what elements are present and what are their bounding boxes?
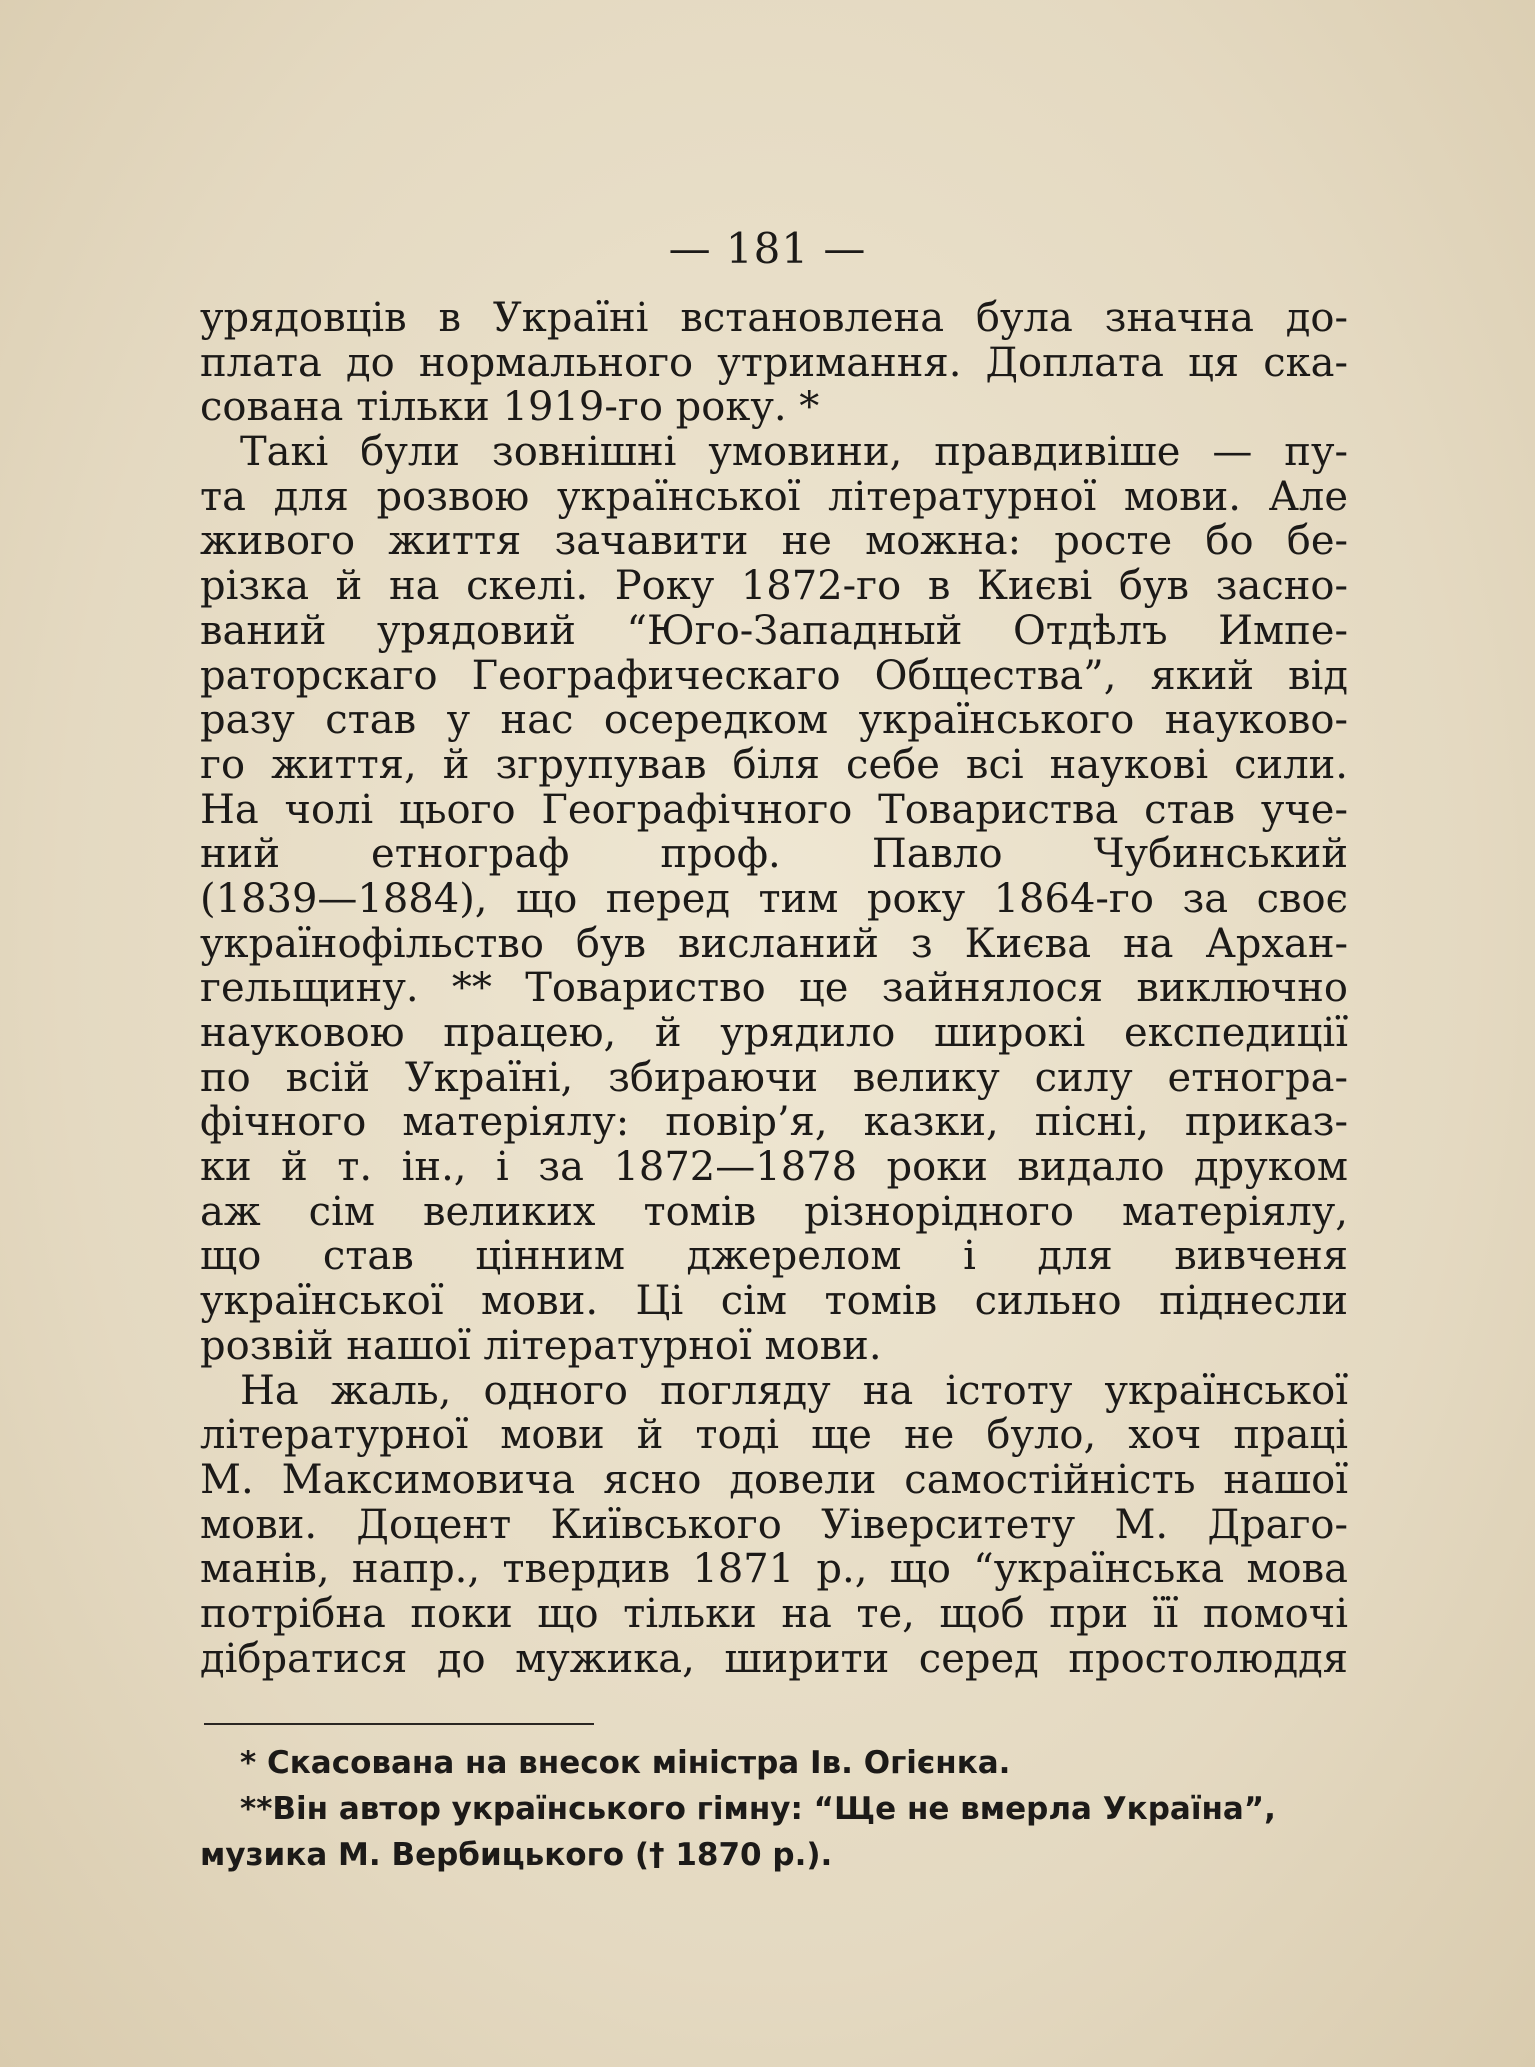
text-line: (1839—1884), що перед тим року 1864-го за своє (200, 875, 1348, 922)
text-line: по всій Україні, збираючи велику силу етногра- (200, 1054, 1348, 1101)
text-line: урядовців в Україні встановлена була значна до- (200, 295, 1348, 341)
text-line: манів, напр., твердив 1871 р., що “українська мова (200, 1546, 1348, 1593)
text-line: літературної мови й тоді ще не було, хоч праці (200, 1412, 1348, 1459)
text-line: ки й т. ін., і за 1872—1878 роки видало друком (200, 1144, 1348, 1191)
text-line: го життя, й згрупував біля себе всі наукові сили. (200, 741, 1348, 788)
text-line: сована тільки 1919-го року. * (200, 384, 820, 431)
text-line: разу став у нас осередком українського науково- (200, 697, 1348, 744)
text-line: та для розвою української літературної мови. Але (200, 473, 1348, 520)
text-line: живого життя зачавити не можна: росте бо бе- (200, 518, 1348, 565)
text-line: дібратися до мужика, ширити серед простолюддя (200, 1635, 1348, 1682)
text-line: української мови. Ці сім томів сильно піднесли (200, 1278, 1348, 1325)
text-line: плата до нормального утримання. Доплата ця ска- (200, 339, 1348, 386)
text-line: науковою працею, й урядило широкі експедиції (200, 1010, 1348, 1056)
text-line: мови. Доцент Київського Уіверситету М. Драго- (200, 1501, 1348, 1548)
page-number: — 181 — (668, 224, 867, 273)
text-line: аж сім великих томів різнорідного матеріялу, (200, 1188, 1348, 1235)
text-line: раторскаго Географическаго Общества”, який від (200, 652, 1348, 699)
text-line: На чолі цього Географічного Товариства став уче- (200, 786, 1348, 833)
paragraph-start-line: На жаль, одного погляду на істоту української (240, 1367, 1348, 1414)
text-line: різка й на скелі. Року 1872-го в Києві був засно- (200, 563, 1348, 610)
footnote: **Він автор українського гімну: “Ще не вмерла Україна”, (240, 1791, 1276, 1827)
text-line: розвій нашої літературної мови. (200, 1322, 882, 1369)
body-text (200, 296, 1348, 1681)
text-line: гельщину. ** Товариство це зайнялося виключно (200, 965, 1348, 1012)
text-line: М. Максимовича ясно довели самостійність нашої (200, 1456, 1348, 1503)
text-line: що став цінним джерелом і для вивченя (200, 1233, 1348, 1280)
text-line: фічного матеріялу: повір’я, казки, пісні, приказ- (200, 1099, 1348, 1146)
text-line: ний етнограф проф. Павло Чубинський (200, 831, 1348, 878)
text-line: українофільство був висланий з Києва на Архан- (200, 920, 1348, 967)
footnote: * Скасована на внесок міністра Ів. Огієнка. (240, 1745, 1011, 1781)
text-line: ваний урядовий “Юго-Западный Отдѣлъ Импе- (200, 607, 1348, 654)
footnotes (200, 1740, 1348, 1878)
footnote-continuation: музика М. Вербицького († 1870 р.). (200, 1837, 833, 1873)
footnote-divider (204, 1723, 594, 1725)
text-line: потрібна поки що тільки на те, щоб при її помочі (200, 1590, 1348, 1637)
paragraph-start-line: Такі були зовнішні умовини, правдивіше — пу- (240, 429, 1348, 476)
